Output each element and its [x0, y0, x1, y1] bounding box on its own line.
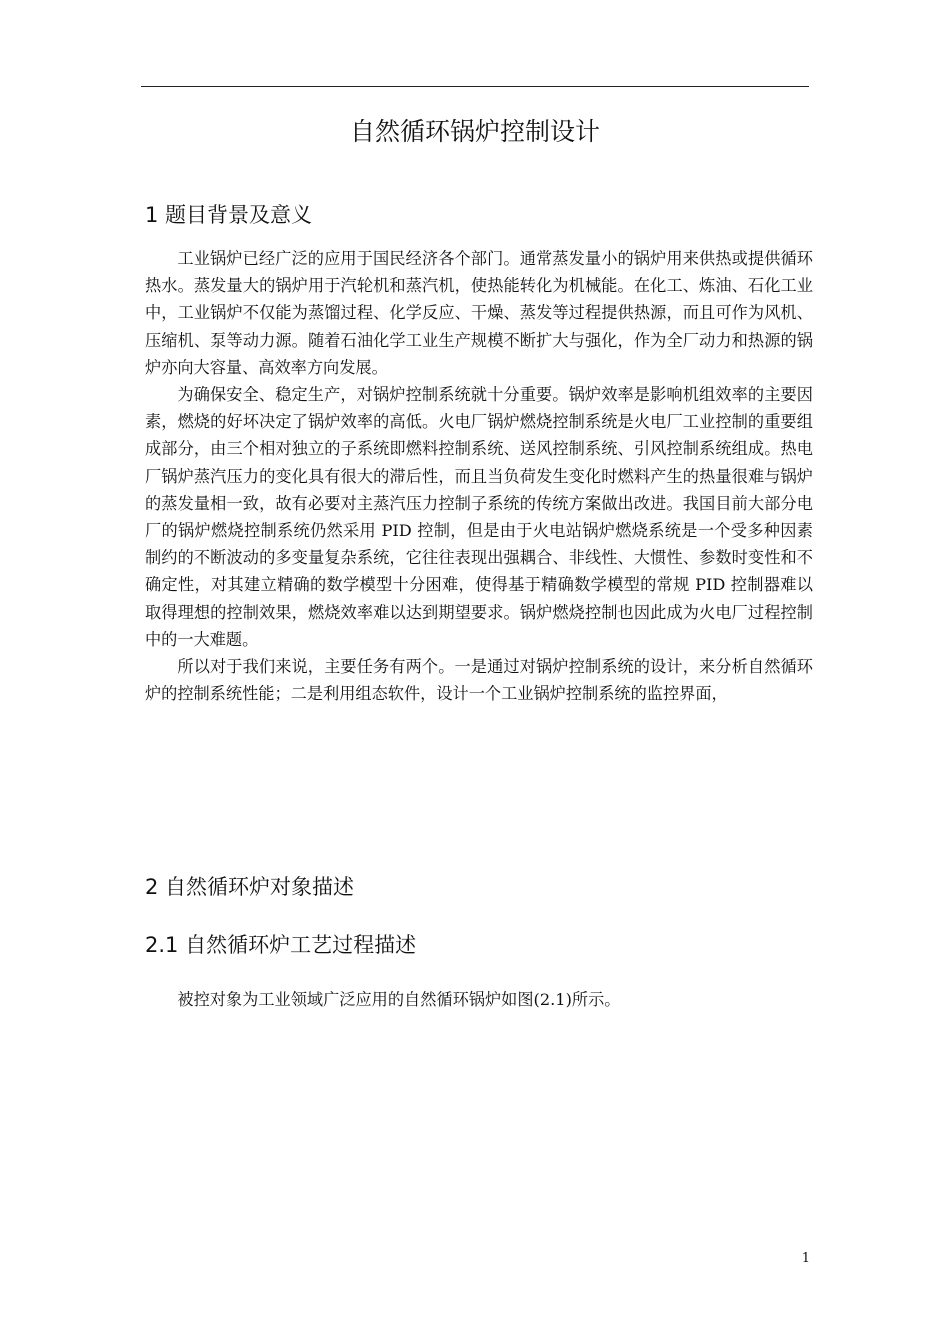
paragraph: 所以对于我们来说，主要任务有两个。一是通过对锅炉控制系统的设计，来分析自然循环炉的控制系统性能；二是利用组态软件，设计一个工业锅炉控制系统的监控界面，	[145, 657, 813, 704]
section-heading-1: 1 题目背景及意义	[145, 203, 313, 227]
paragraph: 被控对象为工业领域广泛应用的自然循环锅炉如图(2.1)所示。	[177, 990, 621, 1009]
page-number: 1	[801, 1251, 810, 1266]
section-1-body	[145, 245, 813, 707]
paragraph: 工业锅炉已经广泛的应用于国民经济各个部门。通常蒸发量小的锅炉用来供热或提供循环热水。蒸发量大的锅炉用于汽轮机和蒸汽机，使热能转化为机械能。在化工、炼油、石化工业中，工业锅炉不仅能为蒸馏过程、化学反应、干燥、蒸发等过程提供热源，而且可作为风机、压缩机、泵等动力源。随着石油化学工业生产规模不断扩大与强化，作为全厂动力和热源的锅炉亦向大容量、高效率方向发展。	[145, 249, 813, 377]
section-2-1-body	[145, 986, 813, 1013]
document-title: 自然循环锅炉控制设计	[349, 117, 600, 146]
section-heading-2: 2 自然循环炉对象描述	[145, 875, 355, 899]
header-rule	[141, 86, 809, 87]
section-heading-2-1: 2.1 自然循环炉工艺过程描述	[145, 933, 417, 957]
paragraph: 为确保安全、稳定生产，对锅炉控制系统就十分重要。锅炉效率是影响机组效率的主要因素，燃烧的好坏决定了锅炉效率的高低。火电厂锅炉燃烧控制系统是火电厂工业控制的重要组成部分，由三个相对独立的子系统即燃料控制系统、送风控制系统、引风控制系统组成。热电厂锅炉蒸汽压力的变化具有很大的滞后性，而且当负荷发生变化时燃料产生的热量很难与锅炉的蒸发量相一致，故有必要对主蒸汽压力控制子系统的传统方案做出改进。我国目前大部分电厂的锅炉燃烧控制系统仍然采用 PID 控制，但是由于火电站锅炉燃烧系统是一个受多种因素制约的不断波动的多变量复杂系统，它往往表现出强耦合、非线性、大惯性、参数时变性和不确定性，对其建立精确的数学模型十分困难，使得基于精确数学模型的常规 PID 控制器难以取得理想的控制效果，燃烧效率难以达到期望要求。锅炉燃烧控制也因此成为火电厂过程控制中的一大难题。	[145, 385, 813, 649]
